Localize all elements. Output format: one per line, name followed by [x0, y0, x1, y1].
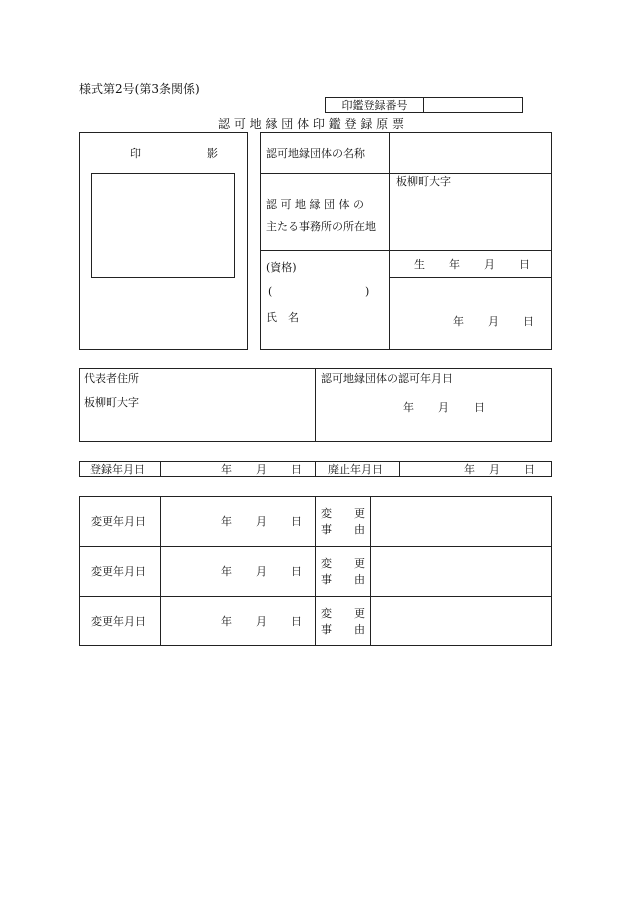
change-day: 日: [291, 515, 302, 528]
change-col-divider-1: [160, 496, 161, 646]
org-divider-1: [260, 173, 552, 174]
org-divider-2: [260, 250, 552, 251]
registration-day: 日: [291, 463, 302, 476]
representative-divider: [315, 368, 316, 442]
office-address-label-line1: 認 可 地 縁 団 体 の: [266, 198, 364, 211]
birth-day: 日: [519, 258, 530, 271]
org-name-field[interactable]: [392, 135, 549, 171]
change-reason-label-line1: 変 更: [321, 607, 365, 620]
registration-year: 年: [221, 463, 232, 476]
abolish-year: 年: [464, 463, 475, 476]
person-date-month: 月: [488, 315, 499, 328]
abolish-month: 月: [489, 463, 500, 476]
change-reason-label-line2: 事 由: [321, 573, 365, 586]
change-date-label: 変更年月日: [91, 615, 146, 628]
change-reason-label-line1: 変 更: [321, 557, 365, 570]
form-title: 認 可 地 縁 団 体 印 鑑 登 録 原 票: [218, 117, 404, 131]
representative-address-field[interactable]: 板柳町大字: [84, 396, 139, 409]
approval-date-label: 認可地縁団体の認可年月日: [321, 372, 453, 385]
qualification-paren-open: (: [268, 285, 273, 298]
birth-month: 月: [484, 258, 495, 271]
change-year: 年: [221, 515, 232, 528]
qualification-paren-close: ): [365, 285, 370, 298]
change-day: 日: [291, 615, 302, 628]
registration-date-label: 登録年月日: [90, 463, 145, 476]
seal-impression-area[interactable]: [91, 173, 235, 278]
registration-number-label: 印鑑登録番号: [326, 98, 424, 112]
change-month: 月: [256, 565, 267, 578]
office-address-field[interactable]: 板柳町大字: [396, 175, 451, 188]
change-date-label: 変更年月日: [91, 515, 146, 528]
office-address-label-line2: 主たる事務所の所在地: [266, 220, 376, 233]
seal-impression-label: 印 影: [130, 147, 218, 160]
abolish-day: 日: [524, 463, 535, 476]
org-name-label: 認可地縁団体の名称: [266, 147, 365, 160]
registration-divider-3: [399, 461, 400, 477]
change-reason-label-line2: 事 由: [321, 623, 365, 636]
abolish-date-label: 廃止年月日: [328, 463, 383, 476]
qualification-label: (資格): [266, 261, 297, 274]
registration-month: 月: [256, 463, 267, 476]
person-name-label: 氏 名: [266, 311, 299, 324]
registration-divider-1: [160, 461, 161, 477]
org-divider-3: [389, 277, 552, 278]
birth-date-prefix: 生: [414, 258, 425, 271]
change-col-divider-3: [370, 496, 371, 646]
person-date-day: 日: [523, 315, 534, 328]
change-day: 日: [291, 565, 302, 578]
registration-number-box: [325, 97, 523, 113]
org-divider-vertical: [389, 132, 390, 350]
form-number: 様式第2号(第3条関係): [79, 82, 200, 96]
change-date-label: 変更年月日: [91, 565, 146, 578]
person-date-year: 年: [453, 315, 464, 328]
change-year: 年: [221, 615, 232, 628]
change-reason-field[interactable]: [372, 598, 550, 644]
change-month: 月: [256, 615, 267, 628]
change-col-divider-2: [315, 496, 316, 646]
approval-month: 月: [438, 401, 449, 414]
registration-divider-2: [315, 461, 316, 477]
registration-number-field[interactable]: [424, 98, 522, 112]
change-reason-label-line1: 変 更: [321, 507, 365, 520]
approval-day: 日: [474, 401, 485, 414]
change-reason-label-line2: 事 由: [321, 523, 365, 536]
change-reason-field[interactable]: [372, 498, 550, 544]
change-year: 年: [221, 565, 232, 578]
approval-year: 年: [403, 401, 414, 414]
birth-year: 年: [449, 258, 460, 271]
change-reason-field[interactable]: [372, 548, 550, 594]
representative-address-label: 代表者住所: [84, 372, 139, 385]
change-month: 月: [256, 515, 267, 528]
